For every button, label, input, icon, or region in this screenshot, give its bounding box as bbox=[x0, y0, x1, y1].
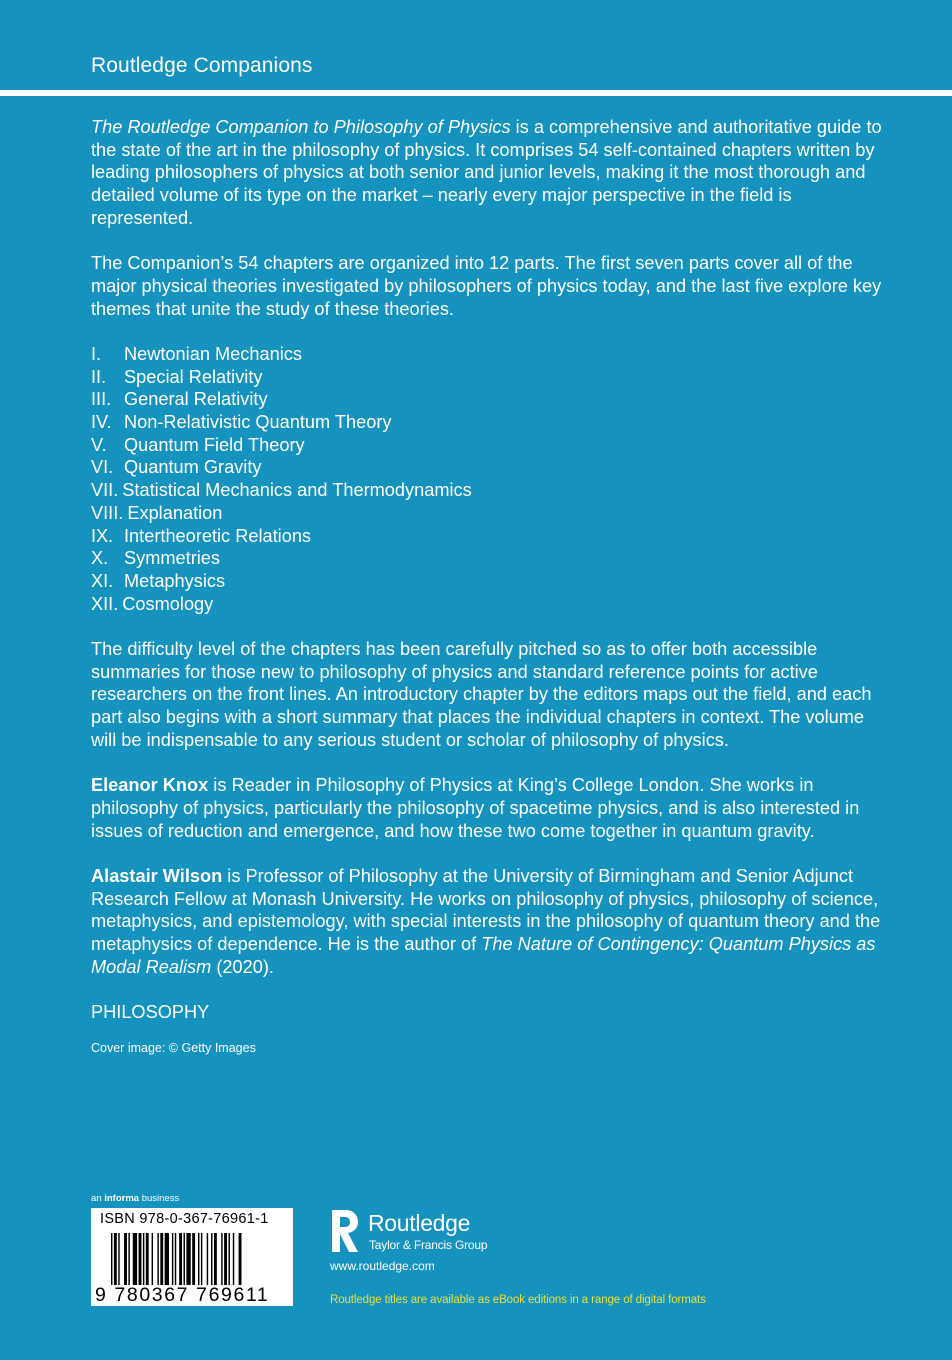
editor-name: Alastair Wilson bbox=[91, 865, 223, 886]
barcode-bar bbox=[133, 1233, 137, 1285]
editor-bio-text: is Reader in Philosophy of Physics at King’s College London. She works in philosophy of physics, particularly the philosophy of spacetime physics, and is also interested in issues of reduction and emergence, and how these two come together in quantum gravity. bbox=[91, 775, 860, 841]
part-title: Newtonian Mechanics bbox=[124, 344, 302, 364]
barcode-bar bbox=[152, 1233, 153, 1285]
part-title: Symmetries bbox=[124, 548, 220, 569]
part-title: General Relativity bbox=[124, 389, 268, 410]
barcode-bar bbox=[165, 1233, 169, 1285]
part-title: Quantum Gravity bbox=[124, 457, 262, 478]
difficulty-paragraph: The difficulty level of the chapters has been carefully pitched so as to offer both accessible summaries for those new to philosophy of physics and standard reference points for active researchers on the front lines. An introductory chapter by the editors maps out the field, and each part also begins with a short summary that places the individual chapters in context. The volume will be indispensable to any serious student or scholar of philosophy of physics. bbox=[91, 638, 872, 750]
barcode-bar bbox=[221, 1233, 222, 1285]
editor-bio-knox bbox=[91, 774, 891, 842]
part-title: Statistical Mechanics and Thermodynamics bbox=[122, 480, 472, 501]
informa-brand: informa bbox=[104, 1193, 140, 1204]
barcode-bar bbox=[184, 1233, 185, 1285]
barcode-bar bbox=[172, 1233, 173, 1285]
routledge-logo-icon bbox=[330, 1208, 360, 1254]
barcode-bar bbox=[233, 1233, 234, 1285]
barcode-bar bbox=[146, 1233, 149, 1285]
book-reference: The Nature of Contingency: Quantum Physics as Modal Realism bbox=[91, 934, 876, 977]
list-item bbox=[91, 525, 891, 548]
informa-suffix: business bbox=[139, 1193, 180, 1204]
publisher-url[interactable]: www.routledge.com bbox=[330, 1259, 435, 1273]
publisher-name: Routledge bbox=[368, 1210, 471, 1236]
list-item bbox=[91, 343, 891, 366]
barcode-bar bbox=[211, 1233, 212, 1285]
barcode-bar bbox=[198, 1233, 199, 1285]
part-title: Explanation bbox=[127, 502, 223, 523]
barcode-bar bbox=[207, 1233, 208, 1285]
barcode-bar bbox=[128, 1233, 129, 1285]
barcode-bar bbox=[214, 1233, 217, 1285]
list-item bbox=[91, 593, 891, 616]
intro-text: is a comprehensive and authoritative guide to the state of the art in the philosophy of physics. It comprises 54 self-contained chapters written by leading philosophers of physics at both senior and junior levels, making it the most thorough and detailed volume of its type on the market – nearly every major perspective in the field is represented. bbox=[91, 117, 882, 228]
cover-credit: Cover image: © Getty Images bbox=[91, 1040, 256, 1055]
list-item bbox=[91, 411, 891, 434]
editor-bio-text: is Professor of Philosophy at the University of Birmingham and Senior Adjunct Research Fellow at Monash University. He works on philosophy of physics, philosophy of science, metaphysics, and epistemology, with special interests in the philosophy of quantum theory and the metaphysics of dependence. He is the author of bbox=[91, 865, 881, 955]
barcode-bar bbox=[139, 1233, 142, 1285]
part-title: Cosmology bbox=[122, 593, 214, 614]
informa-prefix: an bbox=[91, 1193, 105, 1204]
list-item bbox=[91, 570, 891, 593]
editor-name: Eleanor Knox bbox=[91, 775, 209, 796]
barcode-bar bbox=[228, 1233, 229, 1285]
part-title: Special Relativity bbox=[124, 366, 263, 387]
part-number: XI. bbox=[91, 570, 114, 591]
part-number: IV. bbox=[91, 412, 112, 433]
barcode-bar bbox=[175, 1233, 176, 1285]
part-number: XII. bbox=[91, 593, 119, 614]
barcode-bar bbox=[111, 1233, 112, 1285]
barcode-bar bbox=[224, 1233, 227, 1285]
barcode-bar bbox=[157, 1233, 158, 1285]
part-number: I. bbox=[91, 344, 102, 364]
barcode-bar bbox=[124, 1233, 127, 1285]
barcode-bars bbox=[111, 1233, 283, 1287]
part-number: V. bbox=[91, 434, 107, 455]
part-title: Metaphysics bbox=[124, 570, 226, 591]
ean-number: 9 780367 769611 bbox=[95, 1284, 270, 1306]
subject-category: PHILOSOPHY bbox=[91, 1002, 210, 1023]
ebook-note: Routledge titles are available as eBook editions in a range of digital formats bbox=[330, 1294, 706, 1306]
list-item bbox=[91, 388, 891, 411]
parts-list bbox=[91, 343, 891, 615]
publisher-group: Taylor & Francis Group bbox=[369, 1238, 488, 1252]
series-title: Routledge Companions bbox=[91, 54, 313, 77]
barcode-bar bbox=[160, 1233, 163, 1285]
barcode-bar bbox=[186, 1233, 190, 1285]
list-item bbox=[91, 547, 891, 570]
barcode-bar bbox=[143, 1233, 144, 1285]
list-item bbox=[91, 456, 891, 479]
list-item bbox=[91, 434, 891, 457]
barcode-bar bbox=[201, 1233, 202, 1285]
list-item bbox=[91, 366, 891, 389]
part-title: Non-Relativistic Quantum Theory bbox=[124, 412, 392, 433]
editor-bio-wilson bbox=[91, 865, 891, 979]
part-number: II. bbox=[91, 366, 107, 387]
book-year: (2020). bbox=[211, 956, 274, 977]
part-number: III. bbox=[91, 389, 112, 410]
barcode-bar bbox=[114, 1233, 117, 1285]
book-title: The Routledge Companion to Philosophy of Physics bbox=[91, 117, 511, 137]
informa-tagline bbox=[91, 1193, 179, 1204]
part-number: VIII. bbox=[91, 502, 124, 523]
part-title: Intertheoretic Relations bbox=[124, 525, 312, 546]
intro-paragraph bbox=[91, 116, 891, 230]
part-number: IX. bbox=[91, 525, 114, 546]
list-item bbox=[91, 479, 891, 502]
header-divider bbox=[0, 90, 952, 96]
part-number: VII. bbox=[91, 480, 119, 501]
part-number: X. bbox=[91, 548, 109, 569]
isbn-label: ISBN 978-0-367-76961-1 bbox=[100, 1211, 269, 1227]
barcode-bar bbox=[179, 1233, 182, 1285]
barcode-bar bbox=[192, 1233, 195, 1285]
barcode-bar bbox=[118, 1233, 119, 1285]
barcode bbox=[91, 1208, 293, 1306]
list-item bbox=[91, 502, 891, 525]
organization-paragraph: The Companion’s 54 chapters are organized into 12 parts. The first seven parts cover all of the major physical theories investigated by philosophers of physics today, and the last five explore key themes that unite the study of these theories. bbox=[91, 253, 882, 319]
part-number: VI. bbox=[91, 457, 114, 478]
part-title: Quantum Field Theory bbox=[124, 434, 305, 455]
back-cover-text bbox=[91, 116, 891, 1060]
barcode-bar bbox=[239, 1233, 242, 1285]
